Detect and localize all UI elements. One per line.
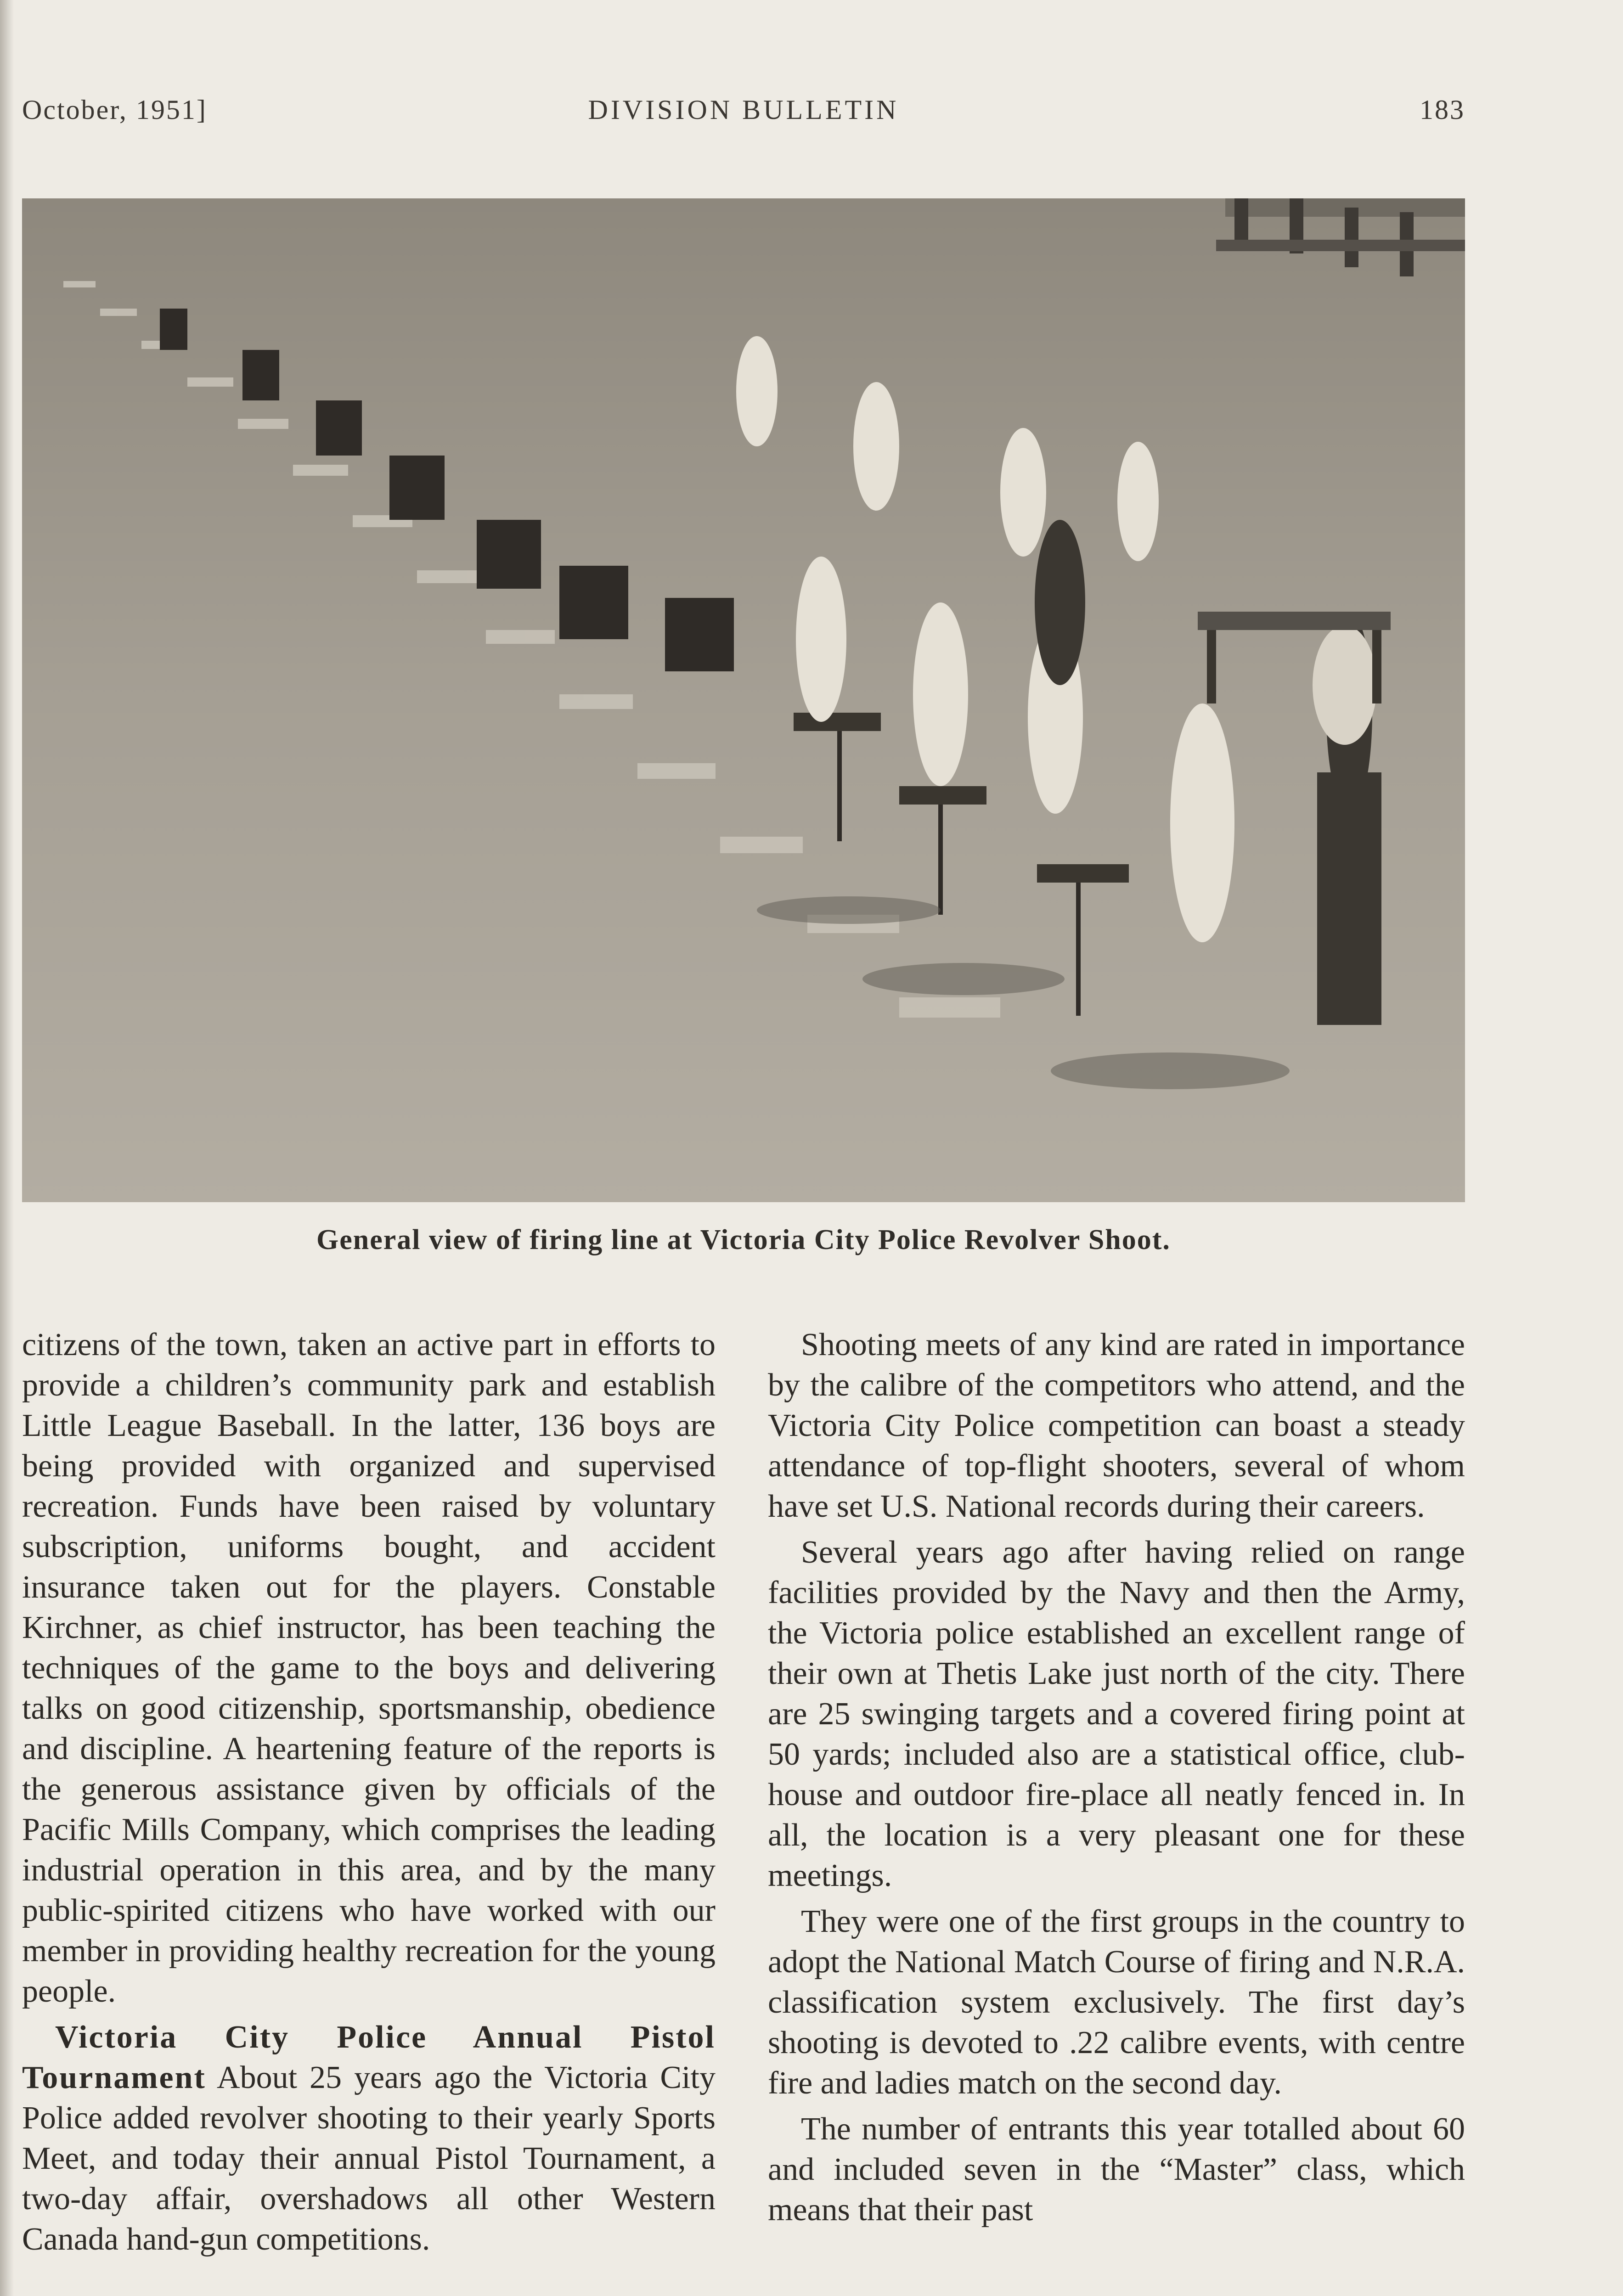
issue-date: October, 1951] [22,95,207,125]
paragraph: They were one of the first groups in the country to adopt the National Match Course of firing and N.R.A. classification system exclusively. The first day’s shooting is devoted to .22 calibre events, with centre fire and ladies match on the second day. [768,1904,1465,2101]
photo-illustration [22,198,1465,1202]
page-gutter-shadow [0,0,14,2296]
page-number: 183 [1420,95,1465,125]
paragraph-body: About 25 years ago the Victoria City Police added revolver shooting to their yearly Sports Meet, and today their annual Pistol Tournament, a two-day affair, overshadows all other Western Canada hand-gun competitions. [22,2060,716,2257]
figure-caption: General view of firing line at Victoria City Police Revolver Shoot. [316,1224,1171,1255]
left-column [22,1325,716,2260]
paragraph: citizens of the town, taken an active part in efforts to provide a children’s community park and establish Little League Baseball. In the latter, 136 boys are being provided with organized and supervised recreation. Funds have been raised by voluntary subscription, uniforms bought, and accident insurance taken out for the players. Constable Kirchner, as chief instructor, has been teaching the techniques of the game to the boys and delivering talks on good citizenship, sportsmanship, obedience and discipline. A heartening feature of the reports is the generous assistance given by officials of the Pacific Mills Company, which comprises the leading industrial operation in this area, and by the many public-spirited citizens who have worked with our member in providing healthy recreation for the young people. [22,1327,716,2009]
firing-line-photo [22,198,1465,1202]
running-head [22,94,1465,131]
paragraph: Shooting meets of any kind are rated in importance by the calibre of the competitors who attend, and the Victoria City Police competition can boast a steady attendance of top-flight shooters, several of whom have set U.S. National records during their careers. [768,1327,1465,1524]
right-column [768,1325,1465,2230]
paragraph: The number of entrants this year totalled about 60 and included seven in the “Master” class, which means that their past [768,2111,1465,2228]
paragraph: Several years ago after having relied on range facilities provided by the Navy and then the Army, the Victoria police established an excellent range of their own at Thetis Lake just north of the city. There are 25 swinging targets and a covered firing point at 50 yards; included also are a statistical office, club-house and outdoor fire-place all neatly fenced in. In all, the location is a very pleasant one for these meetings. [768,1535,1465,1893]
paragraph [22,2017,716,2260]
section-heading: Victoria City Police Annual Pistol Tournament [22,2020,716,2095]
publication-title: DIVISION BULLETIN [588,95,899,125]
